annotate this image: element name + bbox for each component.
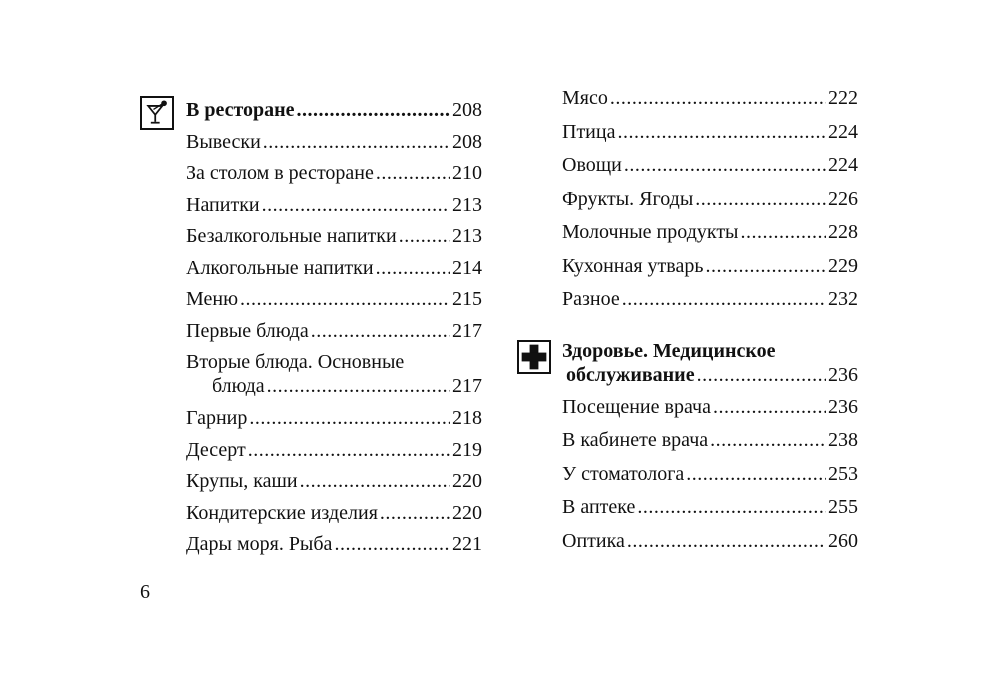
dot-leader xyxy=(741,220,827,244)
toc-entry[interactable] xyxy=(562,462,858,496)
toc-entry[interactable] xyxy=(186,130,482,162)
medical-cross-icon xyxy=(517,340,551,374)
toc-entry-page: 218 xyxy=(452,407,482,429)
toc-entry[interactable] xyxy=(186,319,482,351)
toc-entry-page: 215 xyxy=(452,288,482,310)
toc-entry-title: Молочные продукты xyxy=(562,221,739,243)
toc-entry-page: 220 xyxy=(452,470,482,492)
toc-entry-title: Крупы, каши xyxy=(186,470,298,492)
toc-entry[interactable] xyxy=(186,501,482,533)
toc-entry-two-line[interactable] xyxy=(186,350,482,398)
toc-entry-title: Меню xyxy=(186,288,239,310)
dot-leader xyxy=(637,495,826,519)
toc-entry-page: 208 xyxy=(452,99,482,121)
toc-entry-title: Кухонная утварь xyxy=(562,254,704,277)
toc-entry-page: 255 xyxy=(828,496,858,518)
toc-entry-page: 232 xyxy=(828,288,858,310)
toc-entry-page: 214 xyxy=(452,256,482,279)
toc-entry[interactable] xyxy=(186,256,482,288)
dot-leader xyxy=(617,120,826,144)
toc-entry-page: 238 xyxy=(828,429,858,451)
dot-leader xyxy=(334,532,450,556)
dot-leader xyxy=(263,130,450,154)
dot-leader xyxy=(240,287,450,311)
dot-leader xyxy=(297,98,450,122)
toc-entry-title: В аптеке xyxy=(562,496,636,518)
dot-leader xyxy=(624,153,826,177)
toc-entry-title: Кондитерские изделия xyxy=(186,501,378,524)
toc-entry[interactable] xyxy=(562,287,858,321)
toc-entry-page: 210 xyxy=(452,162,482,184)
toc-entry[interactable] xyxy=(186,287,482,319)
dot-leader xyxy=(376,256,450,280)
dot-leader xyxy=(380,501,450,525)
toc-entry[interactable] xyxy=(186,406,482,438)
dot-leader xyxy=(249,406,450,430)
toc-section-title: Здоровье. Медицинское xyxy=(562,339,776,362)
toc-entry-page: 224 xyxy=(828,154,858,176)
toc-entry[interactable] xyxy=(186,193,482,225)
toc-entry-title: У стоматолога xyxy=(562,462,685,485)
toc-section-restaurant[interactable] xyxy=(186,98,482,130)
dot-leader xyxy=(622,287,826,311)
toc-right-column xyxy=(562,86,858,562)
dot-leader xyxy=(610,86,826,110)
toc-entry[interactable] xyxy=(562,428,858,462)
toc-entry-page: 229 xyxy=(828,254,858,277)
toc-entry[interactable] xyxy=(562,153,858,187)
toc-entry[interactable] xyxy=(186,469,482,501)
toc-entry[interactable] xyxy=(186,438,482,470)
toc-entry-title: За столом в ресторане xyxy=(186,162,374,184)
toc-entry[interactable] xyxy=(562,254,858,288)
toc-entry-page: 213 xyxy=(452,225,482,247)
dot-leader xyxy=(262,193,450,217)
toc-entry-title: Первые блюда xyxy=(186,319,309,342)
toc-entry[interactable] xyxy=(562,495,858,529)
toc-entry-page: 260 xyxy=(828,529,858,552)
toc-entry-title: Фрукты. Ягоды xyxy=(562,187,694,210)
toc-entry-title: Вывески xyxy=(186,130,261,153)
toc-entry-title: Вторые блюда. Основные xyxy=(186,351,405,373)
toc-entry-title: Дары моря. Рыба xyxy=(186,533,333,555)
toc-entry[interactable] xyxy=(562,120,858,154)
toc-entry[interactable] xyxy=(562,220,858,254)
toc-entry[interactable] xyxy=(562,529,858,563)
toc-entry-page: 236 xyxy=(828,395,858,418)
dot-leader xyxy=(399,224,450,248)
dot-leader xyxy=(267,374,450,398)
toc-entry-page: 219 xyxy=(452,438,482,461)
toc-entry-page: 253 xyxy=(828,462,858,485)
dot-leader xyxy=(697,363,826,387)
dot-leader xyxy=(705,254,826,278)
toc-entry[interactable] xyxy=(186,161,482,193)
dot-leader xyxy=(710,428,826,452)
toc-entry[interactable] xyxy=(562,395,858,429)
toc-entry-title: Десерт xyxy=(186,438,246,461)
toc-entry[interactable] xyxy=(562,187,858,221)
toc-entry-title: В ресторане xyxy=(186,99,295,121)
toc-entry-page: 213 xyxy=(452,193,482,216)
cocktail-icon xyxy=(140,96,174,130)
toc-entry-title: Разное xyxy=(562,288,620,310)
toc-entry-title: Посещение врача xyxy=(562,395,711,418)
toc-left-column xyxy=(186,98,482,564)
toc-section-health[interactable] xyxy=(562,339,858,387)
toc-entry-page: 220 xyxy=(452,501,482,524)
toc-entry-title: Овощи xyxy=(562,154,622,176)
toc-entry-page: 221 xyxy=(452,533,482,555)
toc-entry-page: 222 xyxy=(828,87,858,109)
dot-leader xyxy=(695,187,826,211)
toc-entry-title-continued: блюда xyxy=(212,375,265,397)
toc-entry-page: 228 xyxy=(828,221,858,243)
toc-entry-title: Оптика xyxy=(562,529,625,552)
toc-entry-page: 217 xyxy=(452,319,482,342)
toc-entry-title: Безалкогольные напитки xyxy=(186,225,397,247)
toc-entry-page: 208 xyxy=(452,130,482,153)
dot-leader xyxy=(686,462,826,486)
dot-leader xyxy=(248,438,450,462)
toc-entry-page: 217 xyxy=(452,375,482,397)
toc-entry-title: Гарнир xyxy=(186,407,248,429)
toc-entry[interactable] xyxy=(186,224,482,256)
toc-entry-title: Напитки xyxy=(186,193,260,216)
toc-entry[interactable] xyxy=(562,86,858,120)
toc-entry-page: 236 xyxy=(828,363,858,386)
toc-entry-title: Птица xyxy=(562,120,616,143)
dot-leader xyxy=(311,319,450,343)
toc-entry-title: Мясо xyxy=(562,87,608,109)
toc-entry-title: В кабинете врача xyxy=(562,429,709,451)
dot-leader xyxy=(627,529,826,553)
dot-leader xyxy=(713,395,826,419)
toc-entry[interactable] xyxy=(186,532,482,564)
dot-leader xyxy=(376,161,450,185)
toc-entry-page: 224 xyxy=(828,120,858,143)
toc-entry-title: Алкогольные напитки xyxy=(186,256,374,279)
dot-leader xyxy=(300,469,450,493)
page-number: 6 xyxy=(140,581,150,603)
toc-entry-page: 226 xyxy=(828,187,858,210)
toc-section-title-continued: обслуживание xyxy=(566,363,695,386)
